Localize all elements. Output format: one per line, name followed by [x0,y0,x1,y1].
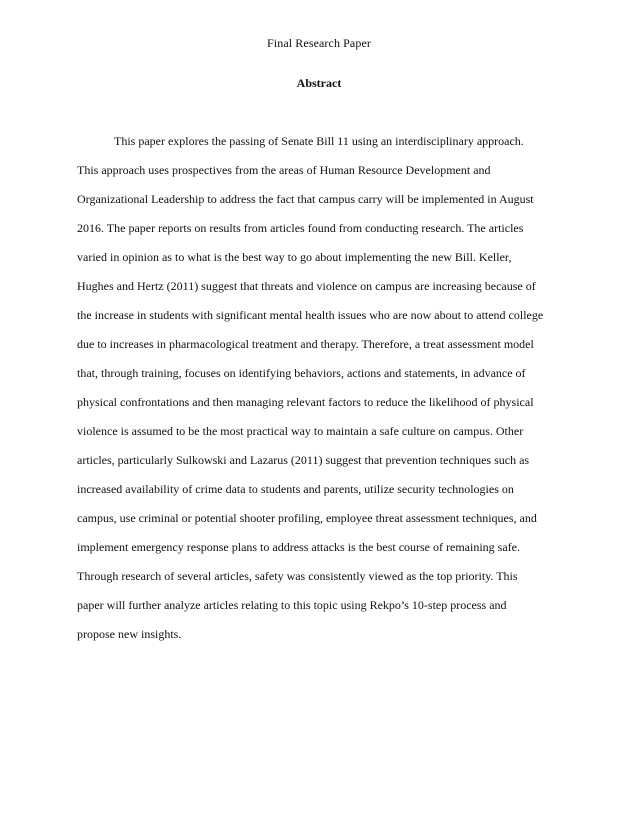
abstract-line: that, through training, focuses on identifying behaviors, actions and statements, in advance of [77,366,526,380]
abstract-line: paper will further analyze articles relating to this topic using Rekpo’s 10-step process and [77,598,507,612]
abstract-line: violence is assumed to be the most practical way to maintain a safe culture on campus. Other [77,424,524,438]
abstract-line: the increase in students with significant mental health issues who are now about to attend college [77,308,544,322]
abstract-line: This paper explores the passing of Senate Bill 11 using an interdisciplinary approach. [114,134,524,148]
abstract-line: campus, use criminal or potential shooter profiling, employee threat assessment techniques, and [77,511,537,525]
abstract-line: Organizational Leadership to address the fact that campus carry will be implemented in August [77,192,534,206]
abstract-line: Hughes and Hertz (2011) suggest that threats and violence on campus are increasing because of [77,279,536,293]
abstract-line: varied in opinion as to what is the best way to go about implementing the new Bill. Keller, [77,250,512,264]
abstract-line: due to increases in pharmacological treatment and therapy. Therefore, a treat assessment model [77,337,534,351]
abstract-line: physical confrontations and then managing relevant factors to reduce the likelihood of physical [77,395,534,409]
abstract-line: increased availability of crime data to students and parents, utilize security technologies on [77,482,514,496]
abstract-line: implement emergency response plans to address attacks is the best course of remaining safe. [77,540,520,554]
abstract-line: This approach uses prospectives from the areas of Human Resource Development and [77,163,491,177]
abstract-line: propose new insights. [77,627,182,641]
abstract-line: articles, particularly Sulkowski and Lazarus (2011) suggest that prevention techniques such as [77,453,530,467]
abstract-line: Through research of several articles, safety was consistently viewed as the top priority. This [77,569,518,583]
abstract-line: 2016. The paper reports on results from articles found from conducting research. The articles [77,221,524,235]
abstract-heading: Abstract [296,76,342,90]
paper-title: Final Research Paper [267,36,371,50]
